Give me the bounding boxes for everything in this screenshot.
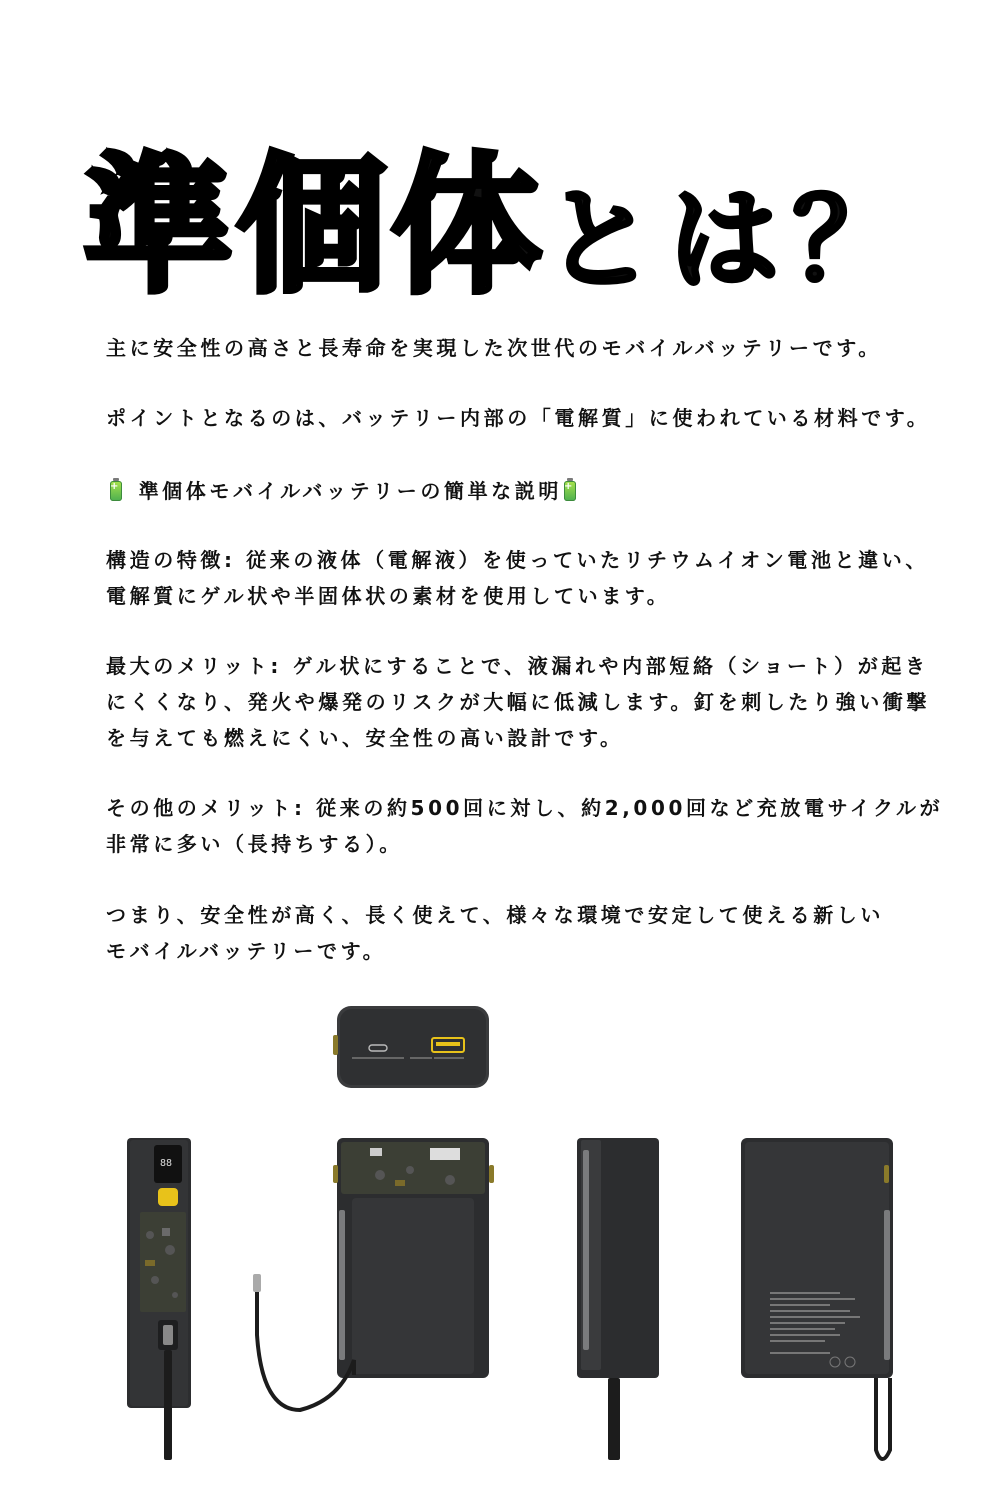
title-sub: とは？ (545, 176, 917, 304)
battery-icon (564, 481, 576, 501)
text-line: モバイルバッテリーです。 (106, 939, 387, 963)
text-line: 電解質にゲル状や半固体状の素材を使用しています。 (106, 584, 671, 608)
other-merit-paragraph (106, 790, 944, 862)
device-front-open-view (253, 1138, 494, 1410)
svg-text:88: 88 (160, 1158, 173, 1169)
text-line: を与えても燃えにくい、安全性の高い設計です。 (106, 726, 624, 750)
section-heading-text: 準個体モバイルバッテリーの簡単な説明 (138, 479, 562, 503)
battery-icon (110, 481, 122, 501)
device-top-view (333, 1006, 489, 1088)
device-side-view (127, 1138, 191, 1460)
device-back-view (741, 1138, 893, 1459)
structure-paragraph (106, 542, 929, 614)
text-line: その他のメリット: 従来の約500回に対し、約2,000回など充放電サイクルが (106, 796, 944, 820)
device-thin-side-view (577, 1138, 659, 1460)
section-heading (104, 473, 924, 509)
text-line: ポイントとなるのは、バッテリー内部の「電解質」に使われている材料です。 (106, 406, 931, 430)
text-line: にくくなり、発火や爆発のリスクが大幅に低減します。釘を刺したり強い衝撃 (106, 690, 930, 714)
text-line: 主に安全性の高さと長寿命を実現した次世代のモバイルバッテリーです。 (106, 336, 882, 360)
point-paragraph (106, 400, 931, 436)
product-illustration (0, 990, 1000, 1490)
merit-paragraph (106, 648, 930, 756)
page-title (0, 105, 1000, 321)
text-line: 構造の特徴: 従来の液体（電解液）を使っていたリチウムイオン電池と違い、 (106, 548, 929, 572)
title-main: 準個体 (82, 140, 545, 314)
summary-paragraph (106, 897, 926, 969)
text-line: つまり、安全性が高く、長く使えて、様々な環境で安定して使える新しい (106, 903, 884, 927)
power-button-icon (158, 1188, 178, 1206)
text-line: 非常に多い（長持ちする）。 (106, 832, 403, 856)
intro-paragraph (106, 330, 926, 366)
text-line: 最大のメリット: ゲル状にすることで、液漏れや内部短絡（ショート）が起き (106, 654, 929, 678)
